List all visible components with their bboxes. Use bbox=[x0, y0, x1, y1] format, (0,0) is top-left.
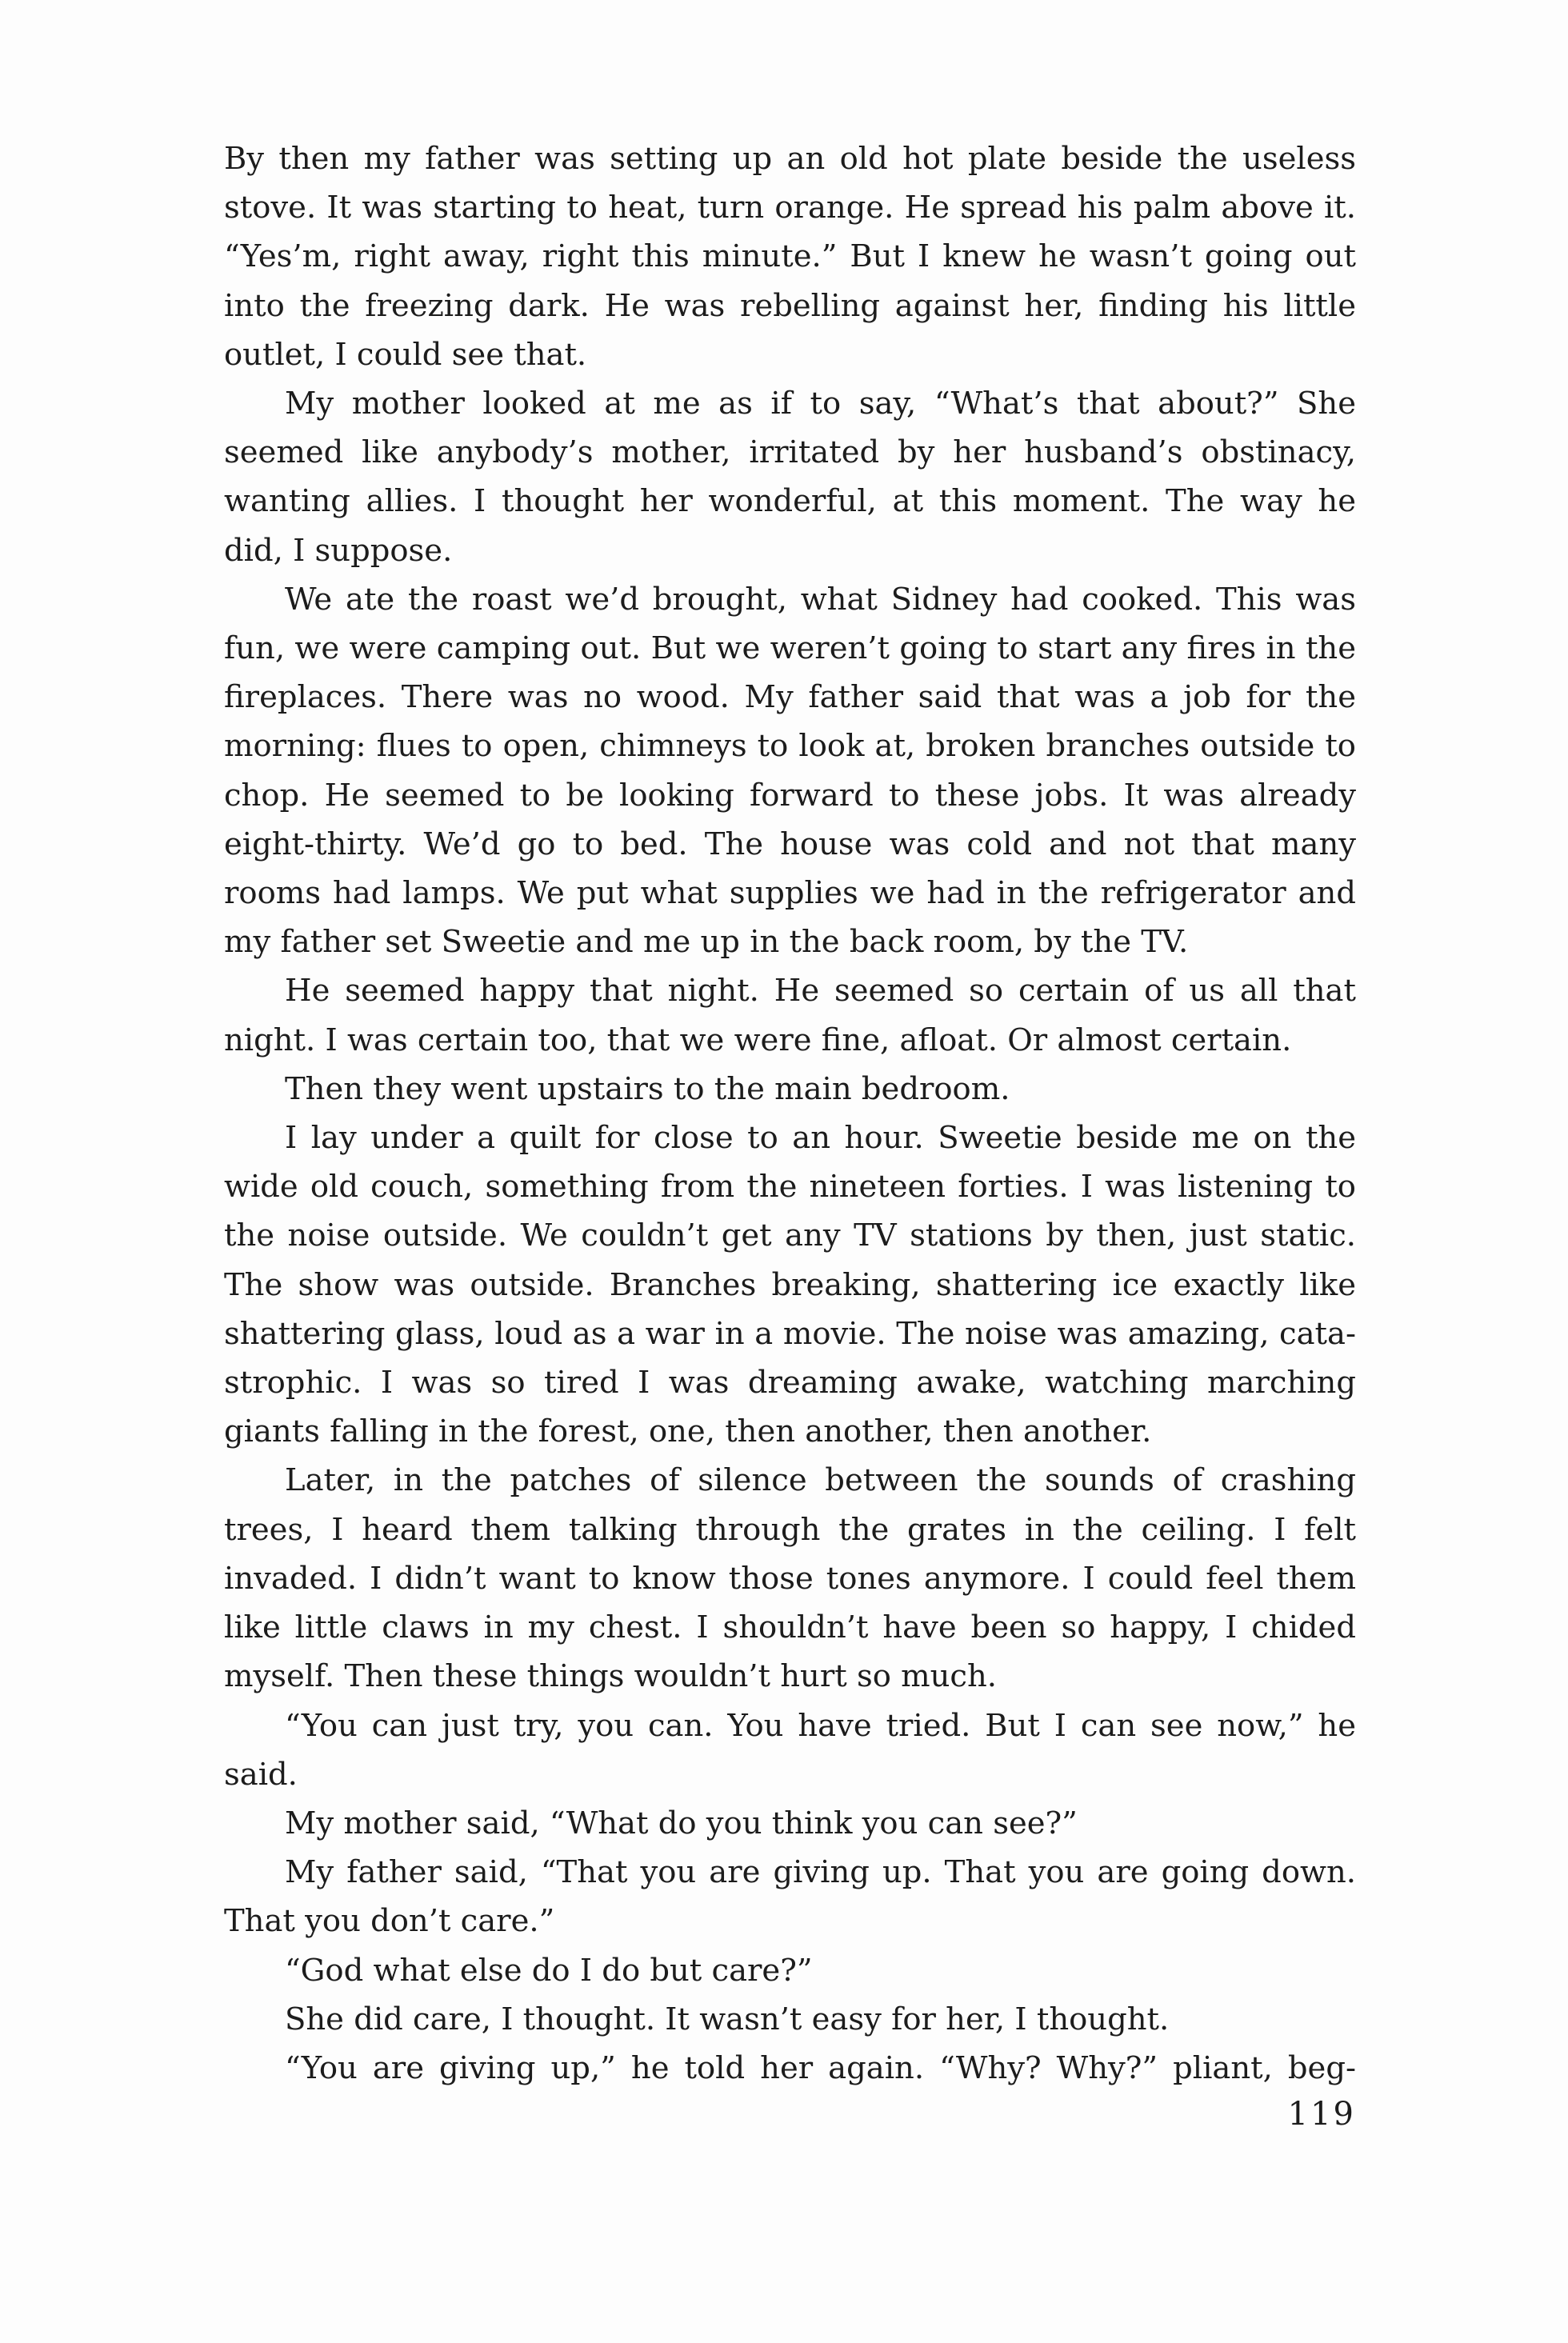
paragraph: I lay under a quilt for close to an hour. Sweetie beside me on the wide old couch, something from the nineteen forties. I was listening to the noise outside. We couldn’t get any TV stations by then, just static. The show was outside. Branches breaking, shattering ice exactly like shattering glass, loud as a war in a movie. The noise was amazing, catastrophic. I was so tired I was dreaming awake, watching marching giants falling in the forest, one, then another, then another. bbox=[224, 1120, 1356, 1450]
paragraph: By then my father was setting up an old hot plate beside the useless stove. It was starting to heat, turn orange. He spread his palm above it. “Yes’m, right away, right this minute.” But I knew he wasn’t going out into the freezing dark. He was rebelling against her, finding his little outlet, I could see that. bbox=[224, 141, 1356, 373]
paragraph: “God what else do I do but care?” bbox=[285, 1952, 813, 1989]
paragraph: He seemed happy that night. He seemed so certain of us all that night. I was certain too, that we were fine, afloat. Or almost certain. bbox=[224, 973, 1356, 1058]
paragraph: My mother said, “What do you think you can see?” bbox=[285, 1805, 1078, 1841]
page-number: 119 bbox=[1287, 2096, 1356, 2133]
paragraph: Then they went upstairs to the main bedroom. bbox=[285, 1070, 1010, 1107]
paragraph: We ate the roast we’d brought, what Sidney had cooked. This was fun, we were camping out. But we weren’t going to start any fires in the fireplaces. There was no wood. My father said that was a job for the morning: flues to open, chimneys to look at, broken branches outside to chop. He seemed to be looking forward to these jobs. It was already eight-thirty. We’d go to bed. The house was cold and not that many rooms had lamps. We put what supplies we had in the refrigerator and my father set Sweetie and me up in the back room, by the TV. bbox=[224, 581, 1356, 961]
paragraph: Later, in the patches of silence between the sounds of crashing trees, I heard them talking through the grates in the ceiling. I felt invaded. I didn’t want to know those tones anymore. I could feel them like little claws in my chest. I shouldn’t have been so happy, I chided myself. Then these things wouldn’t hurt so much. bbox=[224, 1462, 1356, 1695]
paragraph: “You are giving up,” he told her again. “Why? Why?” pliant, beg- bbox=[285, 2049, 1356, 2086]
paragraph: “You can just try, you can. You have tried. But I can see now,” he said. bbox=[224, 1707, 1356, 1793]
paragraph: She did care, I thought. It wasn’t easy for her, I thought. bbox=[285, 2001, 1170, 2037]
paragraph: My father said, “That you are giving up. That you are going down. That you don’t care.” bbox=[224, 1854, 1356, 1940]
body-text bbox=[224, 134, 1356, 2093]
paragraph: My mother looked at me as if to say, “What’s that about?” She seemed like anybody’s mother, irritated by her husband’s obstinacy, wanting allies. I thought her wonderful, at this moment. The way he did, I suppose. bbox=[224, 386, 1356, 569]
